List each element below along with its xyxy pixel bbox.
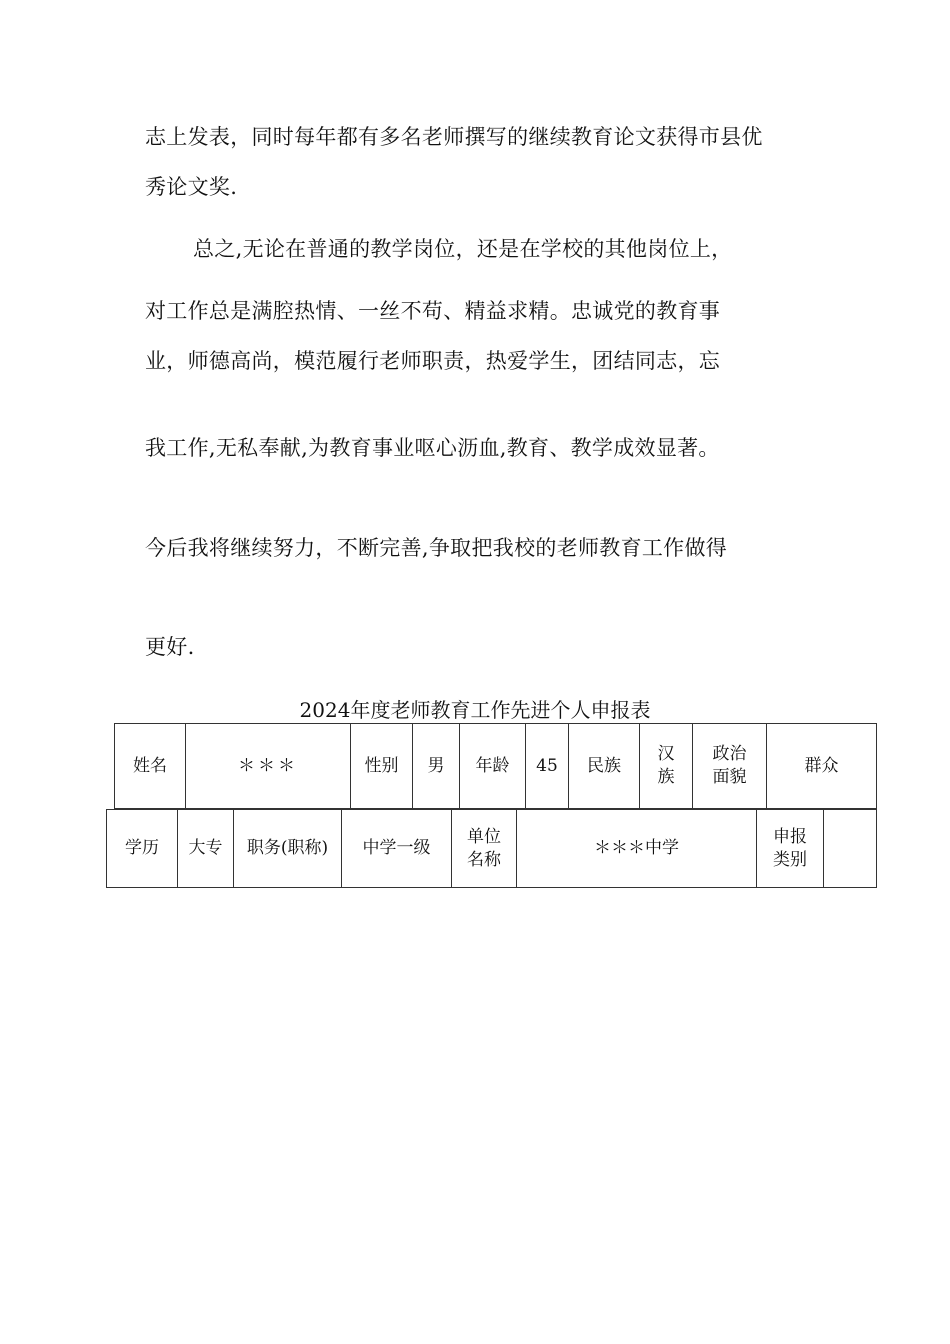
- ethnicity-value: 汉族: [640, 724, 693, 809]
- education-label: 学历: [107, 810, 178, 888]
- position-value: 中学一级: [342, 810, 452, 888]
- paragraph-line: 志上发表，同时每年都有多名老师撰写的继续教育论文获得市县优: [145, 125, 763, 149]
- name-label: 姓名: [115, 724, 186, 809]
- paragraph-line: 秀论文奖.: [145, 175, 238, 199]
- application-category-label: 申报类别: [757, 810, 824, 888]
- gender-value: 男: [413, 724, 460, 809]
- education-value: 大专: [178, 810, 234, 888]
- paragraph-line: 今后我将继续努力，不断完善,争取把我校的老师教育工作做得: [145, 536, 728, 560]
- application-category-value[interactable]: [824, 810, 877, 888]
- form-title: 2024年度老师教育工作先进个人申报表: [299, 698, 651, 722]
- paragraph-line: 总之,无论在普通的教学岗位，还是在学校的其他岗位上，: [193, 237, 733, 261]
- position-label: 职务(职称): [234, 810, 342, 888]
- name-value: ＊＊＊: [186, 724, 351, 809]
- age-value: 45: [526, 724, 569, 809]
- application-form-row-2: [106, 809, 877, 888]
- ethnicity-label: 民族: [569, 724, 640, 809]
- paragraph-line: 业，师德高尚，模范履行老师职责，热爱学生，团结同志，忘: [145, 349, 721, 373]
- gender-label: 性别: [351, 724, 413, 809]
- paragraph-line: 更好.: [145, 635, 195, 659]
- paragraph-line: 对工作总是满腔热情、一丝不苟、精益求精。忠诚党的教育事: [145, 299, 721, 323]
- paragraph-line: 我工作,无私奉献,为教育事业呕心沥血,教育、教学成效显著。: [145, 436, 720, 460]
- unit-name-value: ＊＊＊中学: [517, 810, 757, 888]
- political-status-label: 政治面貌: [693, 724, 767, 809]
- application-form-row-1: [114, 723, 877, 809]
- unit-name-label: 单位名称: [452, 810, 517, 888]
- political-status-value: 群众: [767, 724, 877, 809]
- age-label: 年龄: [460, 724, 526, 809]
